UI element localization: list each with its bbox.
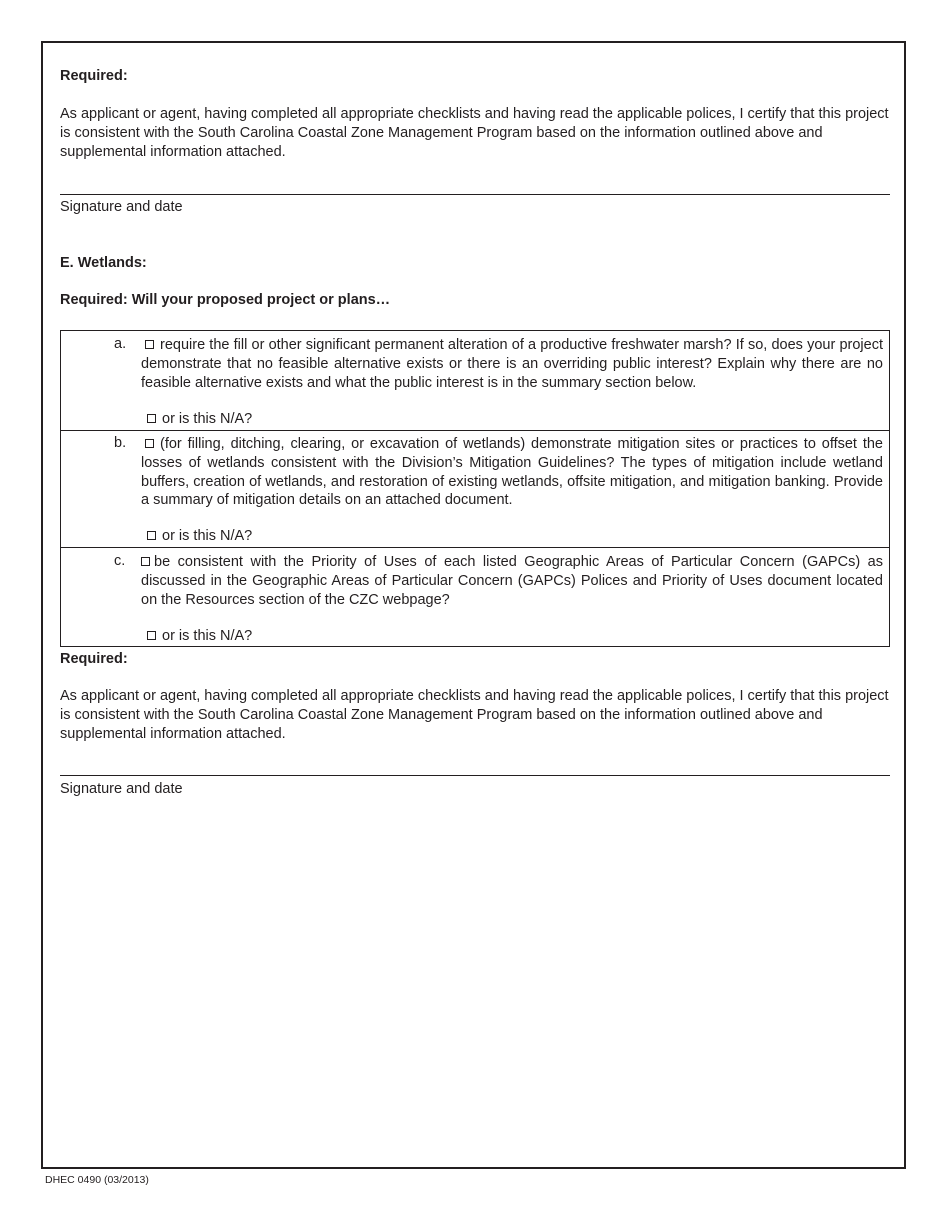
checkbox-question-c[interactable]: [141, 557, 150, 566]
wetlands-prompt: Required: Will your proposed project or plans…: [60, 292, 391, 308]
required-heading-1: Required:: [60, 68, 128, 84]
question-text-b: [141, 435, 883, 510]
checkbox-na-a[interactable]: [147, 414, 156, 423]
signature-line-1[interactable]: [60, 194, 890, 195]
wetlands-questions-table: [60, 330, 890, 647]
question-row-b: [61, 431, 889, 548]
na-option-b: [147, 528, 252, 544]
question-label-b: (for filling, ditching, clearing, or excavation of wetlands) demonstrate mitigation sites or practices to offset the losses of wetlands consistent with the Division’s Mitigation Guidelines? The types of mitigation include wetland buffers, creation of wetlands, and restoration of existing wetlands, offsite mitigation, and mitigation banking. Provide a summary of mitigation details on an attached document.: [141, 436, 883, 509]
checkbox-question-b[interactable]: [145, 439, 154, 448]
question-letter-c: c.: [114, 553, 126, 569]
na-label-c: or is this N/A?: [162, 628, 253, 644]
wetlands-heading: E. Wetlands:: [60, 255, 147, 271]
certification-text-2: As applicant or agent, having completed all appropriate checklists and having read the applicable polices, I certify that this project is consistent with the South Carolina Coastal Zone Management Program based on the information outlined above and supplemental information attached.: [60, 688, 889, 742]
checkbox-question-a[interactable]: [145, 340, 154, 349]
signature-label-1: Signature and date: [60, 199, 183, 215]
question-row-a: [61, 331, 889, 431]
signature-line-2[interactable]: [60, 775, 890, 776]
question-text-c: [141, 553, 883, 609]
question-row-c: [61, 548, 889, 646]
question-label-c: be consistent with the Priority of Uses of each listed Geographic Areas of Particular Concern (GAPCs) as discussed in the Geographic Areas of Particular Concern (GAPCs) Polices and Priority of Uses document located on the Resources section of the CZC webpage?: [141, 554, 883, 608]
question-letter-b: b.: [114, 435, 127, 451]
na-option-c: [147, 628, 252, 644]
na-label-b: or is this N/A?: [162, 528, 253, 544]
signature-label-2: Signature and date: [60, 781, 183, 797]
question-label-a: require the fill or other significant permanent alteration of a productive freshwater marsh? If so, does your project demonstrate that no feasible alternative exists or there is an overriding public interest? Explain why there are no feasible alternative exists and what the public interest is in the summary section below.: [141, 337, 883, 391]
required-heading-2: Required:: [60, 651, 128, 667]
form-id-footer: DHEC 0490 (03/2013): [45, 1174, 149, 1186]
certification-text-1: As applicant or agent, having completed all appropriate checklists and having read the applicable polices, I certify that this project is consistent with the South Carolina Coastal Zone Management Program based on the information outlined above and supplemental information attached.: [60, 106, 889, 160]
checkbox-na-c[interactable]: [147, 631, 156, 640]
question-letter-a: a.: [114, 336, 127, 352]
question-text-a: [141, 336, 883, 392]
checkbox-na-b[interactable]: [147, 531, 156, 540]
na-label-a: or is this N/A?: [162, 411, 253, 427]
na-option-a: [147, 411, 252, 427]
